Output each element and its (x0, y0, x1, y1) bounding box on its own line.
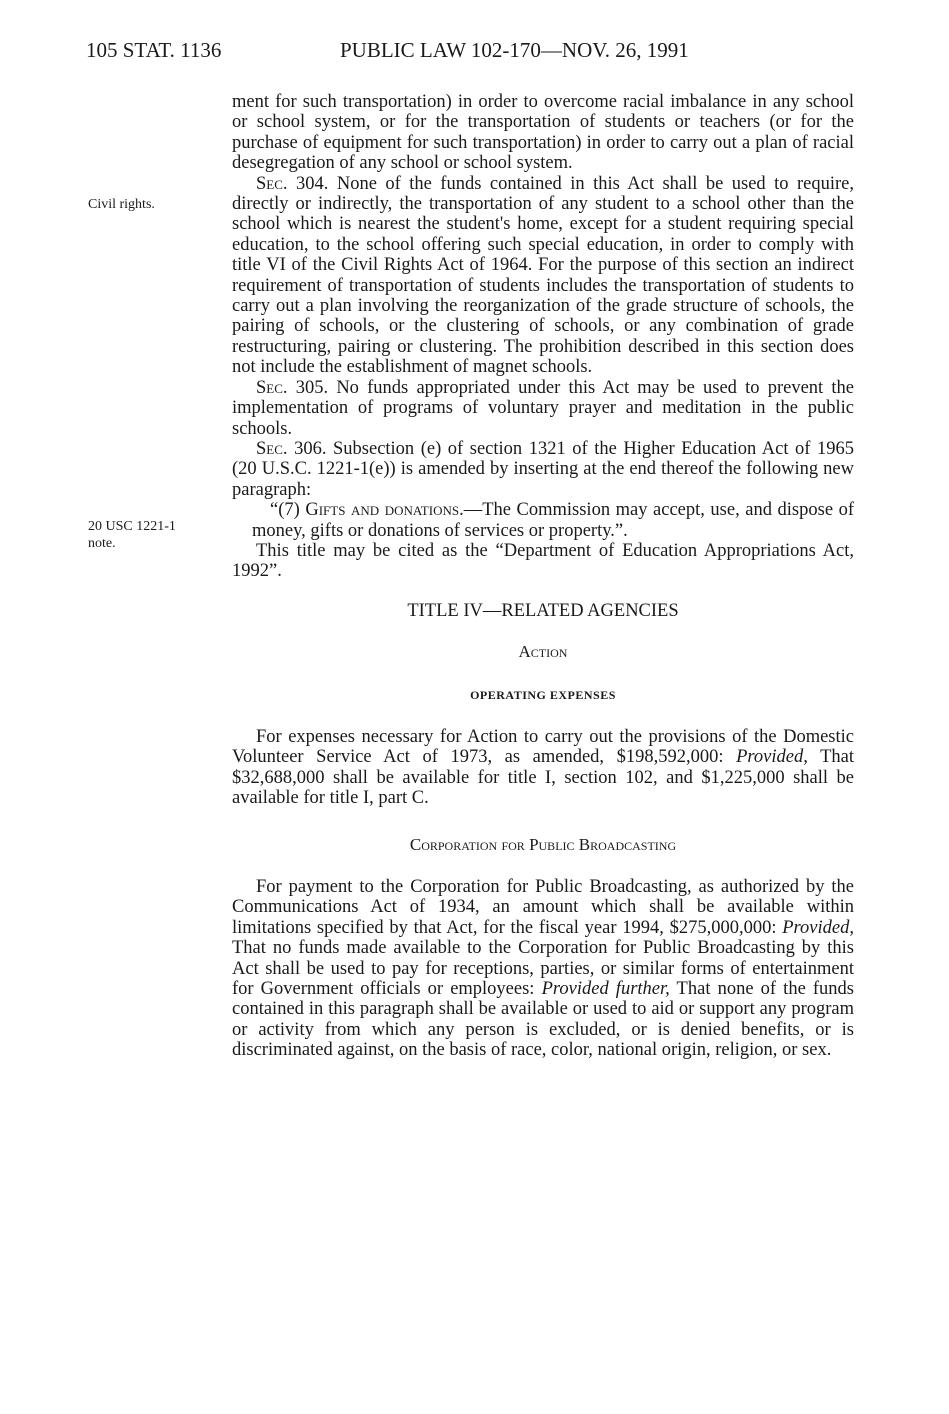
margin-note-usc-line1: 20 USC 1221-1 (88, 519, 176, 534)
section-306-label: Sec. 306. (256, 438, 327, 459)
stat-page-number: 105 STAT. 1136 (86, 38, 222, 62)
action-text-1: For expenses necessary for Action to carry out the provisions of the Domestic Volunteer Service Act of 1973, as amended, $198,592,000: (232, 726, 854, 768)
section-305 (232, 378, 854, 439)
quote-text: —The Commission may accept, use, and dispose of money, gifts or donations of services or property.”. (252, 500, 854, 541)
cpb-provided-further: Provided further, (541, 979, 670, 1000)
cpb-heading: Corporation for Public Broadcasting (409, 834, 677, 854)
quoted-paragraph (252, 500, 854, 541)
cpb-text-3: That none of the funds contained in this paragraph shall be available or used to aid or support any program or activity from which any person is excluded, or is denied benefits, or is discriminated against, on the basis of race, color, national origin, religion, or sex. (232, 979, 854, 1061)
quote-heading: Gifts and donations. (305, 500, 464, 521)
title-iv-heading: TITLE IV—RELATED AGENCIES (407, 600, 679, 621)
section-306 (232, 439, 854, 500)
action-paragraph (232, 727, 854, 809)
cpb-text-2: That no funds made available to the Corporation for Public Broadcasting by this Act shall be used to pay for receptions, parties, or similar forms of entertainment for Government officials or employees: (232, 938, 854, 1000)
section-304 (232, 174, 854, 378)
margin-note-civil-rights: Civil rights. (88, 197, 155, 212)
cpb-paragraph (232, 877, 854, 1061)
body-column (232, 92, 854, 1061)
margin-note-usc (88, 518, 218, 552)
section-304-label: Sec. 304. (256, 173, 329, 194)
public-law-heading: PUBLIC LAW 102-170—NOV. 26, 1991 (340, 38, 689, 62)
section-305-label: Sec. 305. (256, 377, 329, 398)
section-306-text: Subsection (e) of section 1321 of the Higher Education Act of 1965 (20 U.S.C. 1221-1(e)) is amended by inserting at the end thereof the following new paragraph: (232, 438, 854, 500)
cpb-text-1: For payment to the Corporation for Public Broadcasting, as authorized by the Communications Act of 1934, an amount which shall be available within limitations specified by that Act, for the fiscal year 1994, $275,000,000: (232, 877, 854, 938)
operating-expenses-heading: OPERATING EXPENSES (470, 687, 616, 702)
section-304-text: None of the funds contained in this Act shall be used to require, directly or indirectly, the transportation of any student to a school other than the school which is nearest the student's home, except for a student requiring special education, to the school offering such special education, in order to comply with title VI of the Civil Rights Act of 1964. For the purpose of this section an indirect requirement of transportation of students includes the transportation of students to carry out a plan involving the reorganization of the grade structure of schools, the pairing of schools, or the clustering of schools, or any combination of grade restructuring, pairing or clustering. The prohibition described in this section does not include the establishment of magnet schools. (232, 173, 854, 378)
page-header (86, 38, 856, 68)
action-provided: Provided, (736, 747, 808, 768)
action-text-2: That $32,688,000 shall be available for title I, section 102, and $1,225,000 shall be available for title I, part C. (232, 747, 854, 809)
title-citation: This title may be cited as the “Department of Education Appropriations Act, 1992”. (232, 540, 854, 582)
continuation-paragraph: ment for such transportation) in order to overcome racial imbalance in any school or school system, or for the transportation of students or teachers (or for the purchase of equipment for such transportation) in order to carry out a plan of racial desegregation of any school or school system. (232, 92, 854, 174)
margin-note-usc-line2: note. (88, 536, 116, 551)
quote-open: “(7) (270, 500, 306, 521)
section-305-text: No funds appropriated under this Act may be used to prevent the implementation of programs of voluntary prayer and meditation in the public schools. (232, 377, 854, 439)
action-heading: Action (518, 642, 568, 662)
cpb-provided: Provided, (782, 917, 854, 938)
